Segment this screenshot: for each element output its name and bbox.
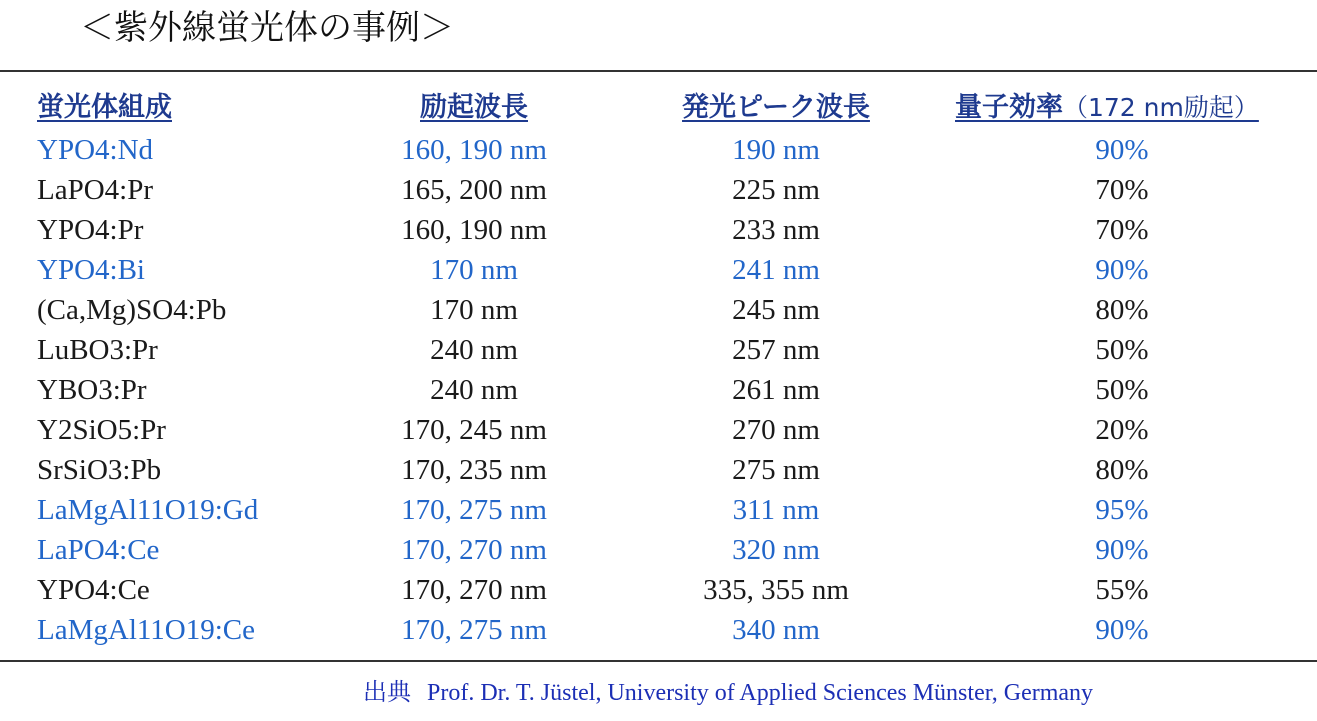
cell-excitation: 160, 190 nm (401, 214, 547, 246)
cell-peak: 311 nm (732, 494, 820, 526)
cell-composition: SrSiO3:Pb (37, 454, 162, 486)
table-row (0, 450, 1317, 490)
bottom-divider (0, 660, 1317, 662)
cell-composition: LaMgAl11O19:Gd (37, 494, 259, 526)
header-efficiency (955, 88, 1259, 128)
cell-composition: LaMgAl11O19:Ce (37, 614, 256, 646)
table-row (0, 610, 1317, 650)
cell-composition: LuBO3:Pr (37, 334, 158, 366)
cell-excitation: 165, 200 nm (401, 174, 547, 206)
header-efficiency-label: 量子効率 (955, 92, 1063, 123)
cell-excitation: 240 nm (430, 374, 518, 406)
table-row (0, 210, 1317, 250)
cell-efficiency: 55% (1095, 574, 1149, 606)
source-citation (363, 672, 1093, 707)
cell-composition: Y2SiO5:Pr (37, 414, 166, 446)
cell-excitation: 170, 275 nm (401, 614, 547, 646)
header-peak: 発光ピーク波長 (682, 92, 870, 123)
cell-efficiency: 90% (1095, 134, 1149, 166)
cell-peak: 190 nm (732, 134, 820, 166)
table-row (0, 530, 1317, 570)
cell-excitation: 170 nm (430, 294, 518, 326)
cell-composition: YBO3:Pr (37, 374, 147, 406)
table-row (0, 130, 1317, 170)
header-efficiency-note: （172 nm励起） (1063, 93, 1259, 122)
table-body (0, 130, 1317, 650)
cell-efficiency: 20% (1095, 414, 1149, 446)
cell-peak: 245 nm (732, 294, 820, 326)
table-row (0, 170, 1317, 210)
source-label: 出典 (363, 678, 411, 706)
cell-peak: 340 nm (732, 614, 820, 646)
cell-efficiency: 70% (1095, 214, 1149, 246)
cell-composition: YPO4:Pr (37, 214, 144, 246)
cell-efficiency: 70% (1095, 174, 1149, 206)
cell-peak: 225 nm (732, 174, 820, 206)
cell-composition: YPO4:Ce (37, 574, 150, 606)
cell-efficiency: 90% (1095, 614, 1149, 646)
cell-peak: 335, 355 nm (703, 574, 849, 606)
page-title: ＜紫外線蛍光体の事例＞ (80, 8, 454, 48)
cell-efficiency: 80% (1095, 294, 1149, 326)
cell-peak: 233 nm (732, 214, 820, 246)
cell-efficiency: 90% (1095, 254, 1149, 286)
table-row (0, 250, 1317, 290)
cell-excitation: 170, 275 nm (401, 494, 547, 526)
cell-peak: 320 nm (732, 534, 820, 566)
cell-excitation: 170, 270 nm (401, 534, 547, 566)
cell-efficiency: 95% (1095, 494, 1149, 526)
cell-efficiency: 50% (1095, 334, 1149, 366)
cell-efficiency: 50% (1095, 374, 1149, 406)
cell-excitation: 170 nm (430, 254, 518, 286)
header-composition: 蛍光体組成 (37, 92, 172, 123)
cell-excitation: 170, 235 nm (401, 454, 547, 486)
table-row (0, 290, 1317, 330)
header-excitation: 励起波長 (420, 92, 528, 123)
phosphor-table (0, 88, 1317, 650)
cell-excitation: 170, 270 nm (401, 574, 547, 606)
top-divider (0, 70, 1317, 72)
cell-peak: 261 nm (732, 374, 820, 406)
cell-composition: (Ca,Mg)SO4:Pb (37, 294, 227, 326)
cell-excitation: 170, 245 nm (401, 414, 547, 446)
cell-excitation: 160, 190 nm (401, 134, 547, 166)
cell-efficiency: 80% (1095, 454, 1149, 486)
cell-peak: 257 nm (732, 334, 820, 366)
table-row (0, 570, 1317, 610)
cell-excitation: 240 nm (430, 334, 518, 366)
cell-composition: LaPO4:Pr (37, 174, 153, 206)
cell-composition: LaPO4:Ce (37, 534, 160, 566)
cell-peak: 275 nm (732, 454, 820, 486)
source-text: Prof. Dr. T. Jüstel, University of Applied Sciences Münster, Germany (427, 680, 1094, 706)
table-header-row (0, 88, 1317, 130)
table-row (0, 370, 1317, 410)
cell-efficiency: 90% (1095, 534, 1149, 566)
cell-composition: YPO4:Nd (37, 134, 154, 166)
table-row (0, 330, 1317, 370)
cell-composition: YPO4:Bi (37, 254, 145, 286)
cell-peak: 270 nm (732, 414, 820, 446)
table-row (0, 490, 1317, 530)
cell-peak: 241 nm (732, 254, 820, 286)
table-row (0, 410, 1317, 450)
